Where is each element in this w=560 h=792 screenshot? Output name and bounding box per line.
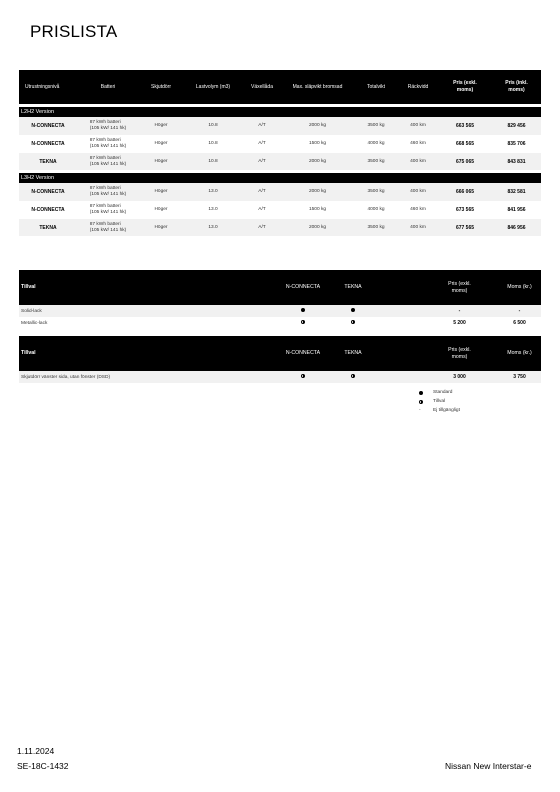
cell-door: Höger [139, 153, 183, 170]
table-row [19, 183, 541, 201]
footer-code: SE-18C-1432 [17, 761, 69, 771]
cell-nconnecta [273, 317, 333, 329]
cell-volume: 13.0 [183, 219, 243, 236]
price-table-body [19, 104, 541, 236]
cell-tekna [333, 317, 373, 329]
battery-text [90, 138, 127, 150]
battery-text [90, 222, 127, 234]
cell-total-weight: 3500 kg [354, 153, 398, 170]
col-header-tekna: TEKNA [344, 284, 362, 290]
dash-icon: - [419, 408, 421, 413]
cell-volume: 13.0 [183, 183, 243, 201]
col-header-blank [373, 270, 421, 305]
battery-power: (105 kW/ 141 hk) [89, 210, 127, 215]
battery-capacity: 87 kWh batteri [89, 155, 121, 161]
table-row [19, 219, 541, 236]
option-row [19, 305, 541, 317]
cell-price-incl: 832 581 [492, 183, 541, 201]
battery-text [90, 120, 127, 132]
footer-model: Nissan New Interstar-e [445, 761, 532, 771]
cell-door: Höger [154, 141, 168, 146]
cell-price-incl: 846 956 [492, 219, 541, 236]
cell-price-incl: 829 456 [492, 117, 541, 135]
cell-towing: 1500 kg [308, 207, 327, 212]
cell-price-incl: 841 956 [507, 207, 526, 213]
legend-item-option [418, 397, 460, 406]
cell-option-price: 3 000 [421, 371, 498, 383]
standard-dot-icon [351, 308, 355, 312]
cell-gearbox: A/T [258, 141, 266, 146]
cell-price-excl: 668 565 [455, 141, 475, 147]
standard-dot-icon [419, 391, 423, 395]
cell-towing: 2000 kg [281, 183, 354, 201]
cell-battery [77, 183, 139, 201]
cell-level: N-CONNECTA [19, 117, 77, 135]
cell-total-weight: 4000 kg [367, 141, 385, 146]
cell-blank [373, 305, 421, 317]
option-half-dot-icon [351, 374, 355, 378]
table-row [19, 135, 541, 153]
cell-price-excl: 673 565 [455, 207, 475, 213]
col-header-door: Skjutdörr [150, 83, 171, 90]
cell-gearbox: A/T [243, 183, 281, 201]
legend-label: Standard [433, 390, 453, 395]
cell-towing: 2000 kg [281, 117, 354, 135]
legend [418, 388, 460, 415]
cell-price-excl: 666 065 [438, 183, 492, 201]
col-header-option: Tillval [21, 350, 36, 356]
cell-level: TEKNA [19, 219, 77, 236]
col-header-nconnecta: N-CONNECTA [285, 350, 321, 356]
cell-total-weight: 3500 kg [354, 219, 398, 236]
cell-battery [77, 117, 139, 135]
cell-battery [77, 219, 139, 236]
option-half-dot-icon [301, 374, 305, 378]
options-table-door [19, 336, 541, 383]
cell-gearbox: A/T [243, 117, 281, 135]
cell-towing: 1500 kg [308, 141, 327, 146]
legend-label: Ej tillgängligt [433, 408, 460, 413]
battery-capacity: 87 kWh batteri [89, 221, 121, 227]
options-table-paint [19, 270, 541, 329]
col-header-price-incl [492, 70, 541, 104]
col-header-nconnecta: N-CONNECTA [285, 284, 321, 290]
cell-nconnecta [273, 305, 333, 317]
cell-door: Höger [154, 207, 168, 212]
standard-dot-icon [301, 308, 305, 312]
col-header-volume: Lastvolym (m3) [195, 83, 231, 90]
cell-level: N-CONNECTA [19, 183, 77, 201]
price-table-header [19, 70, 541, 104]
col-header-option: Tillval [21, 284, 36, 290]
cell-option-vat: 3 750 [498, 371, 541, 383]
col-header-option-price [421, 336, 498, 371]
battery-text [90, 204, 127, 216]
section-title: L3H2 Version [19, 173, 541, 183]
cell-price-excl: 663 565 [438, 117, 492, 135]
options-table-header [19, 270, 541, 305]
cell-option-price: - [421, 305, 498, 317]
cell-door: Höger [139, 219, 183, 236]
battery-capacity: 87 kWh batteri [89, 138, 121, 143]
cell-level: N-CONNECTA [31, 141, 65, 147]
cell-door: Höger [139, 117, 183, 135]
footer-date: 1.11.2024 [17, 746, 55, 756]
battery-capacity: 87 kWh batteri [89, 186, 121, 191]
table-row [19, 201, 541, 219]
battery-text [90, 186, 127, 198]
table-row [19, 117, 541, 135]
battery-capacity: 87 kWh batteri [89, 204, 121, 209]
cell-tekna [333, 305, 373, 317]
battery-power: (105 kW/ 141 hk) [89, 161, 127, 167]
cell-battery [77, 135, 139, 153]
legend-item-na [418, 406, 460, 415]
options-table-header [19, 336, 541, 371]
cell-range: 400 km [398, 183, 438, 201]
col-header-option-price-text: Pris (exkl. moms) [448, 280, 471, 294]
col-header-towing [281, 70, 354, 104]
cell-battery [77, 201, 139, 219]
cell-price-excl: 675 065 [438, 153, 492, 170]
cell-nconnecta [273, 371, 333, 383]
cell-range: 400 km [398, 219, 438, 236]
cell-range: 460 km [410, 141, 426, 146]
option-half-dot-icon [351, 320, 355, 324]
cell-total-weight: 4000 kg [367, 207, 385, 212]
col-header-tekna: TEKNA [344, 350, 362, 356]
battery-power: (105 kW/ 141 hk) [89, 227, 127, 233]
battery-power: (105 kW/ 141 hk) [89, 144, 127, 149]
cell-range: 400 km [398, 153, 438, 170]
col-header-gearbox: Växellåda [251, 83, 273, 90]
col-header-price-excl [438, 70, 492, 104]
cell-volume: 10.8 [183, 153, 243, 170]
cell-gearbox: A/T [243, 153, 281, 170]
battery-power: (105 kW/ 141 hk) [89, 192, 127, 197]
col-header-range: Räckvidd [407, 83, 429, 90]
cell-blank [373, 371, 421, 383]
option-half-dot-icon [301, 320, 305, 324]
cell-towing: 2000 kg [281, 153, 354, 170]
cell-gearbox: A/T [258, 207, 266, 212]
options-table-door-body [19, 371, 541, 383]
col-header-level: Utrustningsnivå [25, 83, 60, 90]
col-header-blank [373, 336, 421, 371]
cell-range: 460 km [410, 207, 426, 212]
col-header-towing-text: Max. släpvikt bromsad [292, 83, 343, 90]
option-row [19, 371, 541, 383]
cell-tekna [333, 371, 373, 383]
option-name: Skjutdörr vänster sida, utan fönster (DSD) [19, 371, 273, 383]
legend-item-standard [418, 388, 460, 397]
battery-capacity: 87 kWh batteri [89, 120, 121, 125]
section-header [19, 173, 541, 183]
option-name: Solid-lack [19, 305, 273, 317]
cell-option-price: 5 200 [453, 320, 466, 326]
cell-total-weight: 3500 kg [354, 183, 398, 201]
battery-text [90, 156, 127, 168]
cell-volume: 10.8 [208, 141, 218, 146]
option-half-dot-icon [419, 400, 423, 404]
option-name: Metallic-lack [21, 320, 48, 326]
cell-level: N-CONNECTA [31, 207, 65, 213]
cell-gearbox: A/T [243, 219, 281, 236]
cell-level: TEKNA [19, 153, 77, 170]
col-header-price-excl-text: Pris (exkl. moms) [453, 80, 477, 93]
table-row [19, 153, 541, 170]
cell-door: Höger [139, 183, 183, 201]
cell-price-incl: 843 831 [492, 153, 541, 170]
cell-volume: 13.0 [208, 207, 218, 212]
cell-range: 400 km [398, 117, 438, 135]
col-header-option-price-text: Pris (exkl. moms) [448, 346, 471, 360]
col-header-total-weight: Totalvikt [366, 83, 386, 90]
cell-price-incl: 835 706 [507, 141, 526, 147]
cell-battery [77, 153, 139, 170]
col-header-option-price [421, 270, 498, 305]
col-header-price-incl-text: Pris (inkl. moms) [505, 80, 528, 93]
col-header-vat: Moms (kr.) [507, 284, 532, 290]
option-row [19, 317, 541, 329]
cell-option-vat: 6 500 [513, 320, 526, 326]
cell-price-excl: 677 565 [438, 219, 492, 236]
cell-towing: 2000 kg [281, 219, 354, 236]
legend-label: Tillval [433, 399, 446, 404]
section-title: L2H2 Version [19, 107, 541, 117]
cell-option-vat: - [498, 305, 541, 317]
col-header-vat: Moms (kr.) [507, 350, 532, 356]
options-table-paint-body [19, 305, 541, 329]
cell-volume: 10.8 [183, 117, 243, 135]
page-title: PRISLISTA [30, 22, 118, 41]
battery-power: (105 kW/ 141 hk) [89, 126, 127, 131]
cell-blank [373, 317, 421, 329]
section-header [19, 107, 541, 117]
cell-total-weight: 3500 kg [354, 117, 398, 135]
price-table [19, 70, 541, 236]
col-header-battery: Batteri [100, 83, 116, 90]
